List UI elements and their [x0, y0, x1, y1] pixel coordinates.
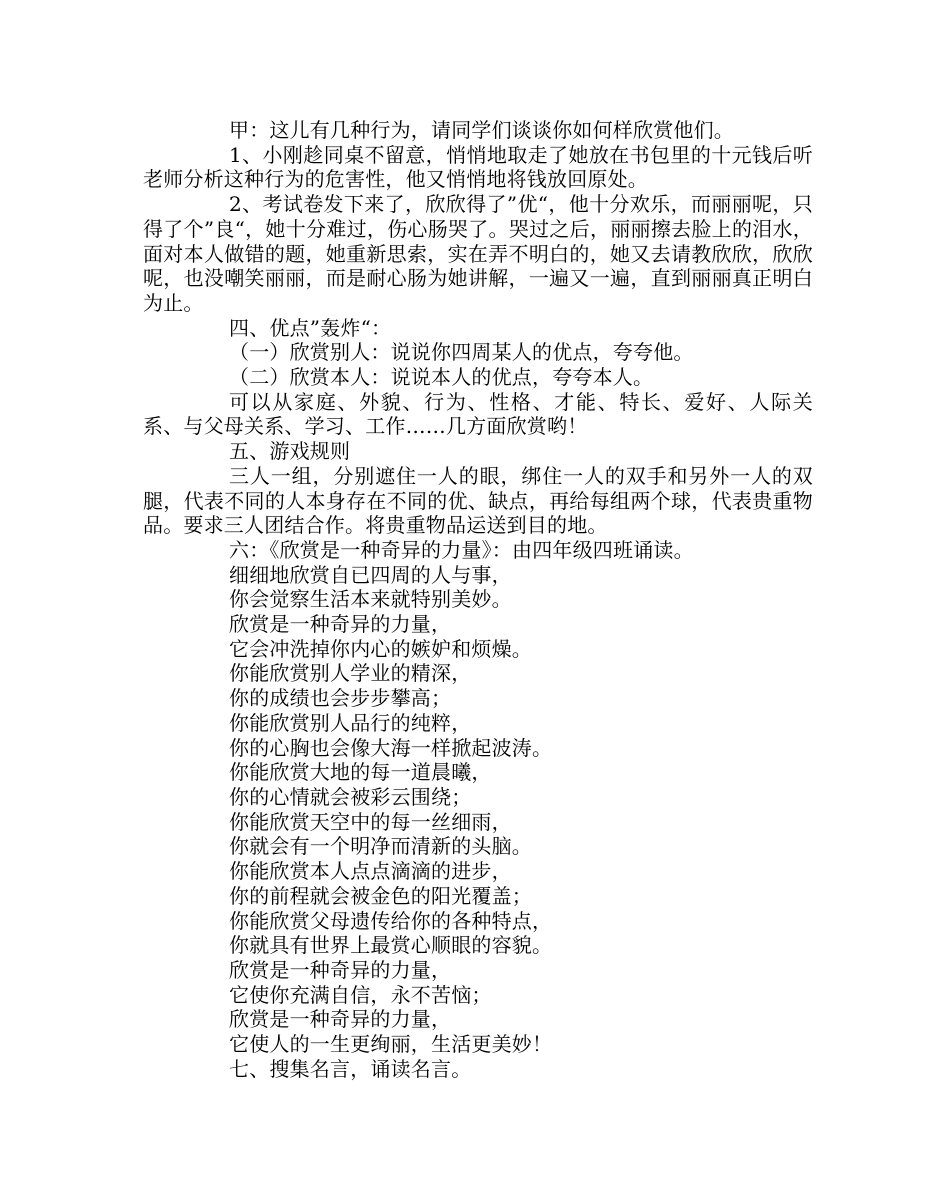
poem-line: 你就会有一个明净而清新的头脑。	[229, 834, 532, 859]
poem-line: 你能欣赏本人点点滴滴的进步，	[229, 859, 512, 884]
poem-line: 欣赏是一种奇异的力量，	[229, 957, 452, 982]
poem-line: 你的心胸也会像大海一样掀起波涛。	[229, 735, 553, 760]
poem-line: 你能欣赏天空中的每一丝细雨，	[229, 809, 512, 834]
poem-line: 细细地欣赏自已四周的人与事，	[229, 562, 512, 587]
paragraph-game-rules: 三人一组，分别遮住一人的眼，绑住一人的双手和另外一人的双腿，代表不同的人本身存在不同的优、缺点，再给每组两个球，代表贵重物品。要求三人团结合作。将贵重物品运送到目的地。	[143, 463, 813, 538]
paragraph-appreciate-others: （一）欣赏别人：说说你四周某人的优点，夸夸他。	[229, 340, 694, 365]
poem-line: 欣赏是一种奇异的力量，	[229, 1007, 452, 1032]
poem-line: 它使你充满自信，永不苦恼；	[229, 982, 492, 1007]
poem-line: 你就具有世界上最赏心顺眼的容貌。	[229, 933, 553, 958]
poem-line: 你能欣赏别人学业的精深，	[229, 661, 472, 686]
section-heading-6: 六：《欣赏是一种奇异的力量》：由四年级四班诵读。	[229, 537, 694, 562]
paragraph-aspects: 可以从家庭、外貌、行为、性格、才能、特长、爱好、人际关系、与父母关系、学习、工作……几方面欣赏哟！	[143, 389, 813, 439]
paragraph-appreciate-self: （二）欣赏本人：说说本人的优点，夸夸本人。	[229, 365, 654, 390]
paragraph-intro: 甲：这儿有几种行为，请同学们谈谈你如何样欣赏他们。	[229, 118, 734, 142]
poem	[143, 563, 813, 1057]
poem-line: 欣赏是一种奇异的力量，	[229, 612, 452, 637]
poem-line: 你能欣赏大地的每一道晨曦，	[229, 760, 492, 785]
section-heading-5: 五、游戏规则	[229, 439, 351, 464]
paragraph-case-2: 2、考试卷发下来了，欣欣得了”优“，他十分欢乐，而丽丽呢，只得了个”良“，她十分难过，伤心肠哭了。哭过之后，丽丽擦去脸上的泪水，面对本人做错的题，她重新思索，实在弄不明白的，她又去请教欣欣，欣欣呢，也没嘲笑丽丽，而是耐心肠为她讲解，一遍又一遍，直到丽丽真正明白为止。	[143, 192, 813, 315]
poem-line: 你能欣赏别人品行的纯粹，	[229, 710, 472, 735]
section-heading-4: 四、优点”轰炸“：	[229, 315, 392, 340]
document-body	[143, 118, 813, 1081]
poem-line: 它使人的一生更绚丽，生活更美妙！	[229, 1032, 553, 1057]
poem-line: 你的心情就会被彩云围绕；	[229, 784, 472, 809]
poem-line: 它会冲洗掉你内心的嫉妒和烦燥。	[229, 636, 532, 661]
poem-line: 你能欣赏父母遗传给你的各种特点，	[229, 908, 553, 933]
paragraph-case-1: 1、小刚趁同桌不留意，悄悄地取走了她放在书包里的十元钱后听老师分析这种行为的危害性，他又悄悄地将钱放回原处。	[143, 142, 813, 192]
poem-line: 你的前程就会被金色的阳光覆盖；	[229, 883, 532, 908]
poem-line: 你的成绩也会步步攀高；	[229, 686, 452, 711]
section-heading-7: 七、搜集名言，诵读名言。	[229, 1056, 472, 1081]
poem-line: 你会觉察生活本来就特别美妙。	[229, 587, 512, 612]
